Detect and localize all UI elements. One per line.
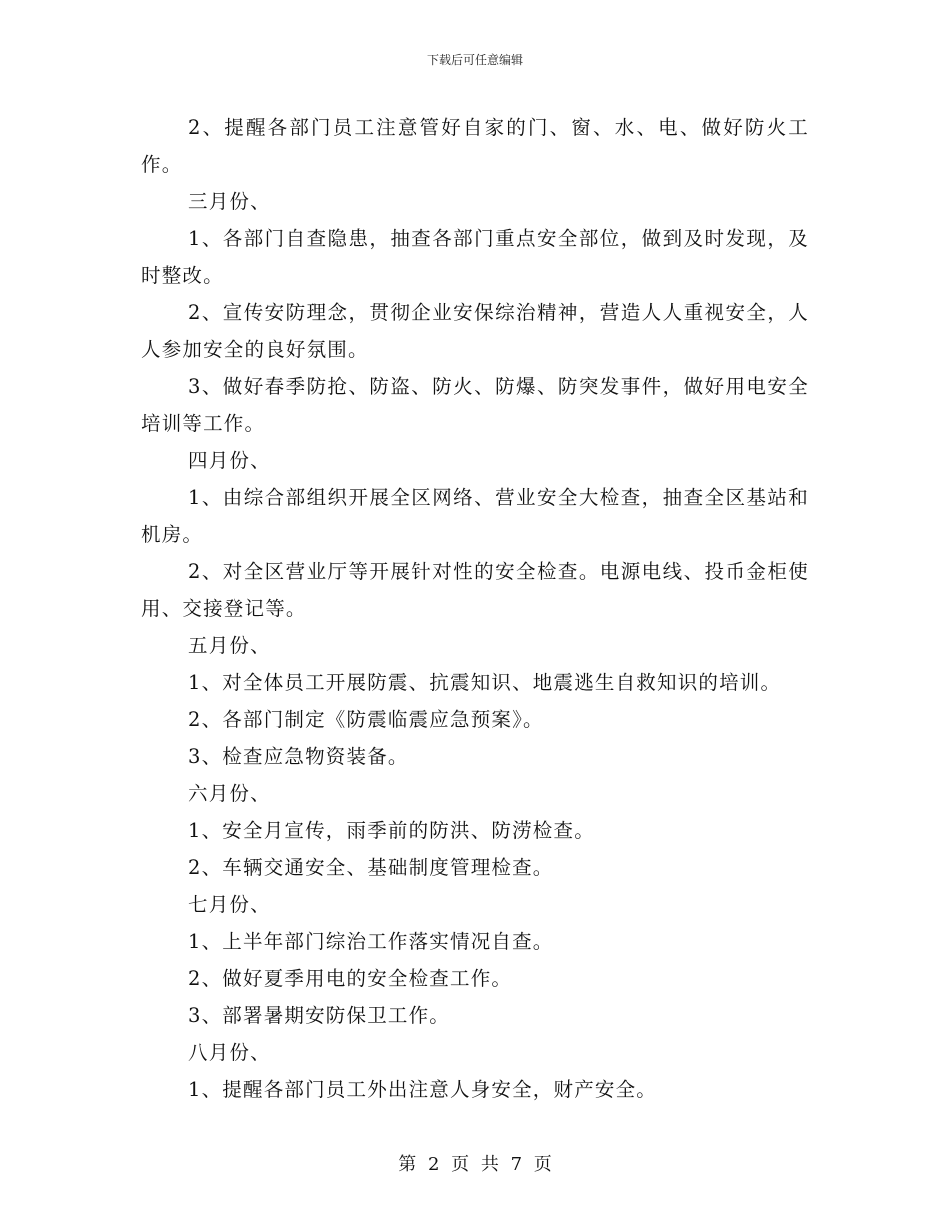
paragraph: 1、各部门自查隐患，抽查各部门重点安全部位，做到及时发现，及时整改。 xyxy=(141,227,809,287)
section-heading: 七月份、 xyxy=(188,893,271,916)
paragraph: 2、对全区营业厅等开展针对性的安全检查。电源电线、投币金柜使用、交接登记等。 xyxy=(141,560,809,620)
paragraph: 1、由综合部组织开展全区网络、营业安全大检查，抽查全区基站和机房。 xyxy=(141,486,809,546)
page-number-footer: 第 2 页 共 7 页 xyxy=(398,1154,552,1175)
section-heading: 五月份、 xyxy=(188,634,271,657)
page-header: 下载后可任意编辑 xyxy=(426,53,523,67)
paragraph: 3、检查应急物资装备。 xyxy=(188,745,409,768)
paragraph: 2、做好夏季用电的安全检查工作。 xyxy=(188,967,513,990)
paragraph: 2、车辆交通安全、基础制度管理检查。 xyxy=(188,856,554,879)
section-heading: 六月份、 xyxy=(188,782,271,805)
section-heading: 四月份、 xyxy=(188,449,271,472)
paragraph: 2、宣传安防理念，贯彻企业安保综治精神，营造人人重视安全，人人参加安全的良好氛围。 xyxy=(141,301,809,361)
paragraph: 3、部署暑期安防保卫工作。 xyxy=(188,1004,451,1027)
paragraph: 3、做好春季防抢、防盗、防火、防爆、防突发事件，做好用电安全培训等工作。 xyxy=(141,375,809,435)
paragraph: 2、提醒各部门员工注意管好自家的门、窗、水、电、做好防火工作。 xyxy=(141,116,809,176)
document-body xyxy=(141,109,809,1108)
section-heading: 三月份、 xyxy=(188,190,271,213)
paragraph: 1、安全月宣传，雨季前的防洪、防涝检查。 xyxy=(188,819,595,842)
section-heading: 八月份、 xyxy=(188,1041,271,1064)
paragraph: 1、上半年部门综治工作落实情况自查。 xyxy=(188,930,554,953)
paragraph: 2、各部门制定《防震临震应急预案》。 xyxy=(188,708,544,731)
paragraph: 1、提醒各部门员工外出注意人身安全，财产安全。 xyxy=(188,1078,658,1101)
paragraph: 1、对全体员工开展防震、抗震知识、地震逃生自救知识的培训。 xyxy=(188,671,782,694)
